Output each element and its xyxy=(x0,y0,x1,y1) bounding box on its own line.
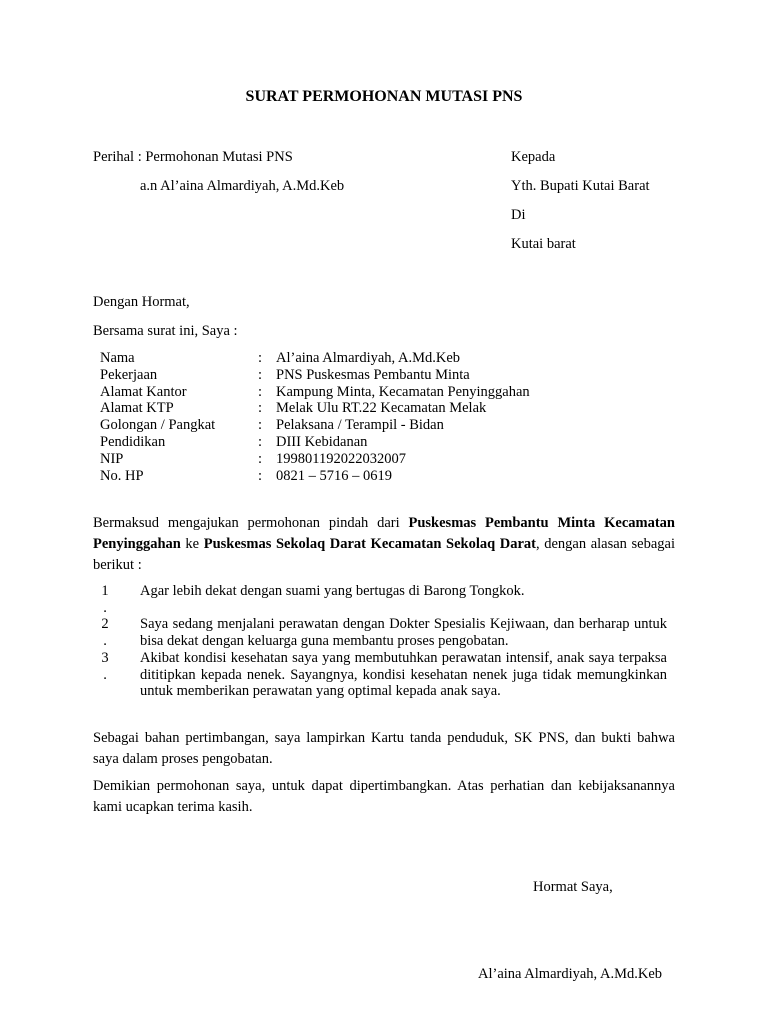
reason-number: 1 . xyxy=(101,583,109,616)
identity-separator: : xyxy=(258,383,263,400)
identity-label: Golongan / Pangkat xyxy=(100,417,216,434)
identity-row xyxy=(96,451,534,468)
identity-label: Alamat Kantor xyxy=(100,383,187,400)
identity-value: DIII Kebidanan xyxy=(276,433,368,450)
identity-row xyxy=(96,417,534,434)
reason-number: 2 . xyxy=(101,616,109,649)
greeting: Dengan Hormat, xyxy=(93,294,190,310)
intro-line: Bersama surat ini, Saya : xyxy=(93,323,238,339)
attachment-paragraph: Sebagai bahan pertimbangan, saya lampirkan Kartu tanda penduduk, SK PNS, dan bukti bahwa saya dalam proses pengobatan. xyxy=(93,730,675,767)
identity-label: Nama xyxy=(100,350,135,366)
destination-office: Puskesmas Sekolaq Darat Kecamatan Sekolaq Darat xyxy=(203,536,537,552)
identity-value: Pelaksana / Terampil - Bidan xyxy=(276,417,444,434)
identity-separator: : xyxy=(258,450,263,467)
identity-table xyxy=(96,350,534,484)
identity-row xyxy=(96,400,534,417)
perihal-line: Perihal : Permohonan Mutasi PNS xyxy=(93,149,293,165)
request-paragraph xyxy=(93,513,675,576)
reason-text: Saya sedang menjalani perawatan dengan Dokter Spesialis Kejiwaan, dan berharap untuk bisa dekat dengan keluarga guna membantu proses pengobatan. xyxy=(140,616,667,649)
identity-separator: : xyxy=(258,366,263,383)
reason-number: 3 . xyxy=(101,650,109,683)
reason-text: Akibat kondisi kesehatan saya yang membutuhkan perawatan intensif, anak saya terpaksa dititipkan kepada nenek. Sayangnya, kondisi kesehatan nenek juga tidak memungkinkan untuk memberikan perawatan yang optimal kepada anak saya. xyxy=(140,650,667,699)
identity-label: No. HP xyxy=(100,467,144,484)
regards: Hormat Saya, xyxy=(533,879,613,895)
origin-office: Puskesmas Pembantu Minta Kecamatan Penyinggahan xyxy=(93,515,675,552)
request-text: Bermaksud mengajukan permohonan pindah dari xyxy=(93,515,409,531)
closing-paragraph: Demikian permohonan saya, untuk dapat dipertimbangkan. Atas perhatian dan kebijaksanannya kami ucapkan terima kasih. xyxy=(93,778,675,815)
request-connector: ke xyxy=(180,536,204,552)
atas-nama-line: a.n Al’aina Almardiyah, A.Md.Keb xyxy=(140,178,345,194)
signature-name: Al’aina Almardiyah, A.Md.Keb xyxy=(478,966,663,982)
identity-separator: : xyxy=(258,350,263,366)
identity-label: NIP xyxy=(100,450,124,467)
identity-value: 199801192022032007 xyxy=(276,450,406,467)
identity-value: PNS Puskesmas Pembantu Minta xyxy=(276,366,470,383)
identity-row xyxy=(96,468,534,485)
recipient-di: Di xyxy=(511,207,526,223)
identity-separator: : xyxy=(258,417,263,434)
identity-label: Alamat KTP xyxy=(100,400,174,417)
identity-value: 0821 – 5716 – 0619 xyxy=(276,467,392,484)
identity-value: Kampung Minta, Kecamatan Penyinggahan xyxy=(276,383,530,400)
identity-separator: : xyxy=(258,433,263,450)
identity-row xyxy=(96,434,534,451)
identity-row xyxy=(96,367,534,384)
identity-separator: : xyxy=(258,467,263,484)
document-title: SURAT PERMOHONAN MUTASI PNS xyxy=(245,88,523,105)
identity-label: Pendidikan xyxy=(100,433,166,450)
identity-value: Al’aina Almardiyah, A.Md.Keb xyxy=(276,350,461,366)
reason-text: Agar lebih dekat dengan suami yang bertugas di Barong Tongkok. xyxy=(140,583,525,599)
request-tail: , dengan alasan sebagai berikut : xyxy=(93,536,675,573)
identity-row xyxy=(96,384,534,401)
identity-label: Pekerjaan xyxy=(100,366,158,383)
recipient-place: Kutai barat xyxy=(511,236,576,252)
identity-separator: : xyxy=(258,400,263,417)
recipient-kepada: Kepada xyxy=(511,149,556,165)
identity-value: Melak Ulu RT.22 Kecamatan Melak xyxy=(276,400,487,417)
identity-row xyxy=(96,350,534,367)
recipient-yth: Yth. Bupati Kutai Barat xyxy=(511,178,650,194)
